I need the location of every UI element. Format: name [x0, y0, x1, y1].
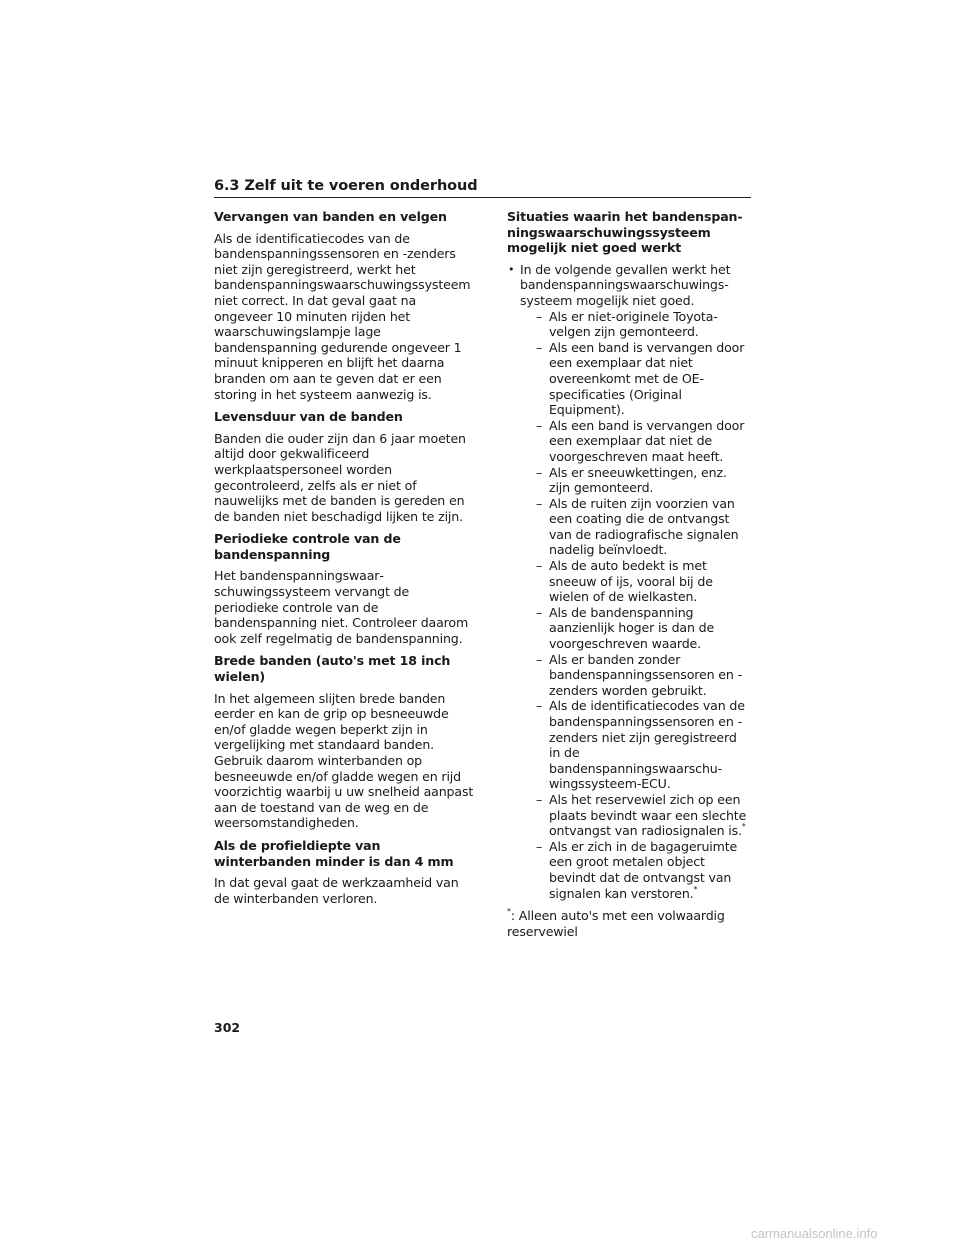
heading-periodic-check: Periodieke controle van de bandenspanning: [214, 531, 401, 562]
dash-marker: –: [536, 464, 543, 480]
dash-list: [520, 309, 751, 902]
section-title: 6.3 Zelf uit te voeren onderhoud: [214, 178, 751, 198]
list-item: [520, 340, 751, 418]
dash-marker: –: [536, 698, 543, 714]
list-item-text: Als er zich in de bagageruimte een groot metalen object bevindt dat de ontvangst van signalen kan verstoren.: [549, 838, 738, 901]
page-number: 302: [214, 1020, 241, 1035]
dash-marker: –: [536, 417, 543, 433]
list-item-text: Als een band is vervangen door een exemplaar dat niet overeenkomt met de OE-specificaties (Original Equipment).: [549, 339, 745, 418]
list-item-text: Als er niet-originele Toyota-velgen zijn gemonteerd.: [549, 308, 718, 340]
list-item: [520, 465, 751, 496]
dash-marker: –: [536, 604, 543, 620]
list-item-text: Als het reservewiel zich op een plaats bevindt waar een slechte ontvangst van radiosignalen is.: [549, 791, 747, 839]
heading-replacing-tires: Vervangen van banden en velgen: [214, 209, 447, 224]
heading-wide-tires: Brede banden (auto's met 18 inch wielen): [214, 653, 451, 685]
footnote: [507, 908, 751, 939]
list-item-text: Als er sneeuwkettingen, enz. zijn gemonteerd.: [549, 464, 727, 496]
watermark: carmanualsonline.info: [751, 1226, 878, 1241]
dash-marker: –: [536, 495, 543, 511]
dash-marker: –: [536, 558, 543, 574]
bullet-list: [507, 262, 751, 901]
right-column: [507, 209, 751, 939]
bullet-text: In de volgende gevallen werkt het bandenspanningswaarschuwingssysteem mogelijk niet goed.: [520, 261, 731, 308]
heading-malfunction-situations: Situaties waarin het bandenspanningswaarschuwingssysteem mogelijk niet goed werkt: [507, 209, 743, 256]
paragraph-replacing-tires: Als de identificatiecodes van de bandenspanningssensoren en -zenders niet zijn geregistreerd, werkt het bandenspanningswaarschuwingssysteem niet correct. In dat geval gaat na ongeveer 10 minuten rijden het waarschuwingslampje lage bandenspanning gedurende ongeveer 1 minuut knipperen en blijft het daarna branden om aan te geven dat er een storing in het systeem aanwezig is.: [214, 230, 471, 402]
paragraph-periodic-check: Het bandenspanningswaarschuwingssysteem vervangt de periodieke controle van de bandenspanning niet. Controleer daarom ook zelf regelmatig de bandenspanning.: [214, 568, 469, 646]
paragraph-winter-tread-depth: In dat geval gaat de werkzaamheid van de winterbanden verloren.: [214, 875, 459, 906]
list-item-text: Als de ruiten zijn voorzien van een coating die de ontvangst van de radiografische signalen nadelig beïnvloedt.: [549, 495, 739, 558]
dash-marker: –: [536, 791, 543, 807]
list-item: [520, 558, 751, 605]
list-item: [520, 309, 751, 340]
dash-marker: –: [536, 651, 543, 667]
footnote-text: : Alleen auto's met een volwaardig reservewiel: [507, 908, 725, 939]
list-item-text: Als er banden zonder bandenspanningssensoren en -zenders worden gebruikt.: [549, 651, 742, 698]
list-item: [520, 792, 751, 839]
list-item: [520, 652, 751, 699]
list-item-text: Als de identificatiecodes van de bandenspanningssensoren en -zenders niet zijn geregistreerd in de bandenspanningswaarschuwingssysteem-ECU.: [549, 698, 745, 792]
dash-marker: –: [536, 339, 543, 355]
left-column: [214, 209, 476, 913]
list-item: [520, 418, 751, 465]
bullet-item: [507, 262, 751, 901]
footnote-marker: *: [507, 907, 511, 917]
list-item: [520, 496, 751, 558]
list-item-text: Als een band is vervangen door een exemplaar dat niet de voorgeschreven maat heeft.: [549, 417, 745, 464]
paragraph-wide-tires: In het algemeen slijten brede banden eerder en kan de grip op besneeuwde en/of gladde wegen beperkt zijn in vergelijking met standaard banden. Gebruik daarom winterbanden op besneeuwde en/of gladde wegen en rijd voorzichtig waarbij u uw snelheid aanpast aan de toestand van de weg en de weersomstandigheden.: [214, 690, 474, 831]
list-item: [520, 605, 751, 652]
list-item-text: Als de auto bedekt is met sneeuw of ijs, vooral bij de wielen of de wielkasten.: [549, 558, 713, 605]
list-item: [520, 839, 751, 901]
dash-marker: –: [536, 838, 543, 854]
footnote-marker: *: [693, 884, 698, 894]
heading-winter-tread-depth: Als de profieldiepte van winterbanden minder is dan 4 mm: [214, 837, 454, 869]
dash-marker: –: [536, 308, 543, 324]
paragraph-tire-lifespan: Banden die ouder zijn dan 6 jaar moeten altijd door gekwalificeerd werkplaatspersoneel worden gecontroleerd, zelfs als er niet of nauwelijks met de banden is gereden en de banden niet beschadigd lijken te zijn.: [214, 430, 466, 524]
list-item: [520, 698, 751, 792]
footnote-marker: *: [741, 822, 746, 832]
heading-tire-lifespan: Levensduur van de banden: [214, 409, 403, 425]
list-item-text: Als de bandenspanning aanzienlijk hoger is dan de voorgeschreven waarde.: [549, 604, 715, 652]
